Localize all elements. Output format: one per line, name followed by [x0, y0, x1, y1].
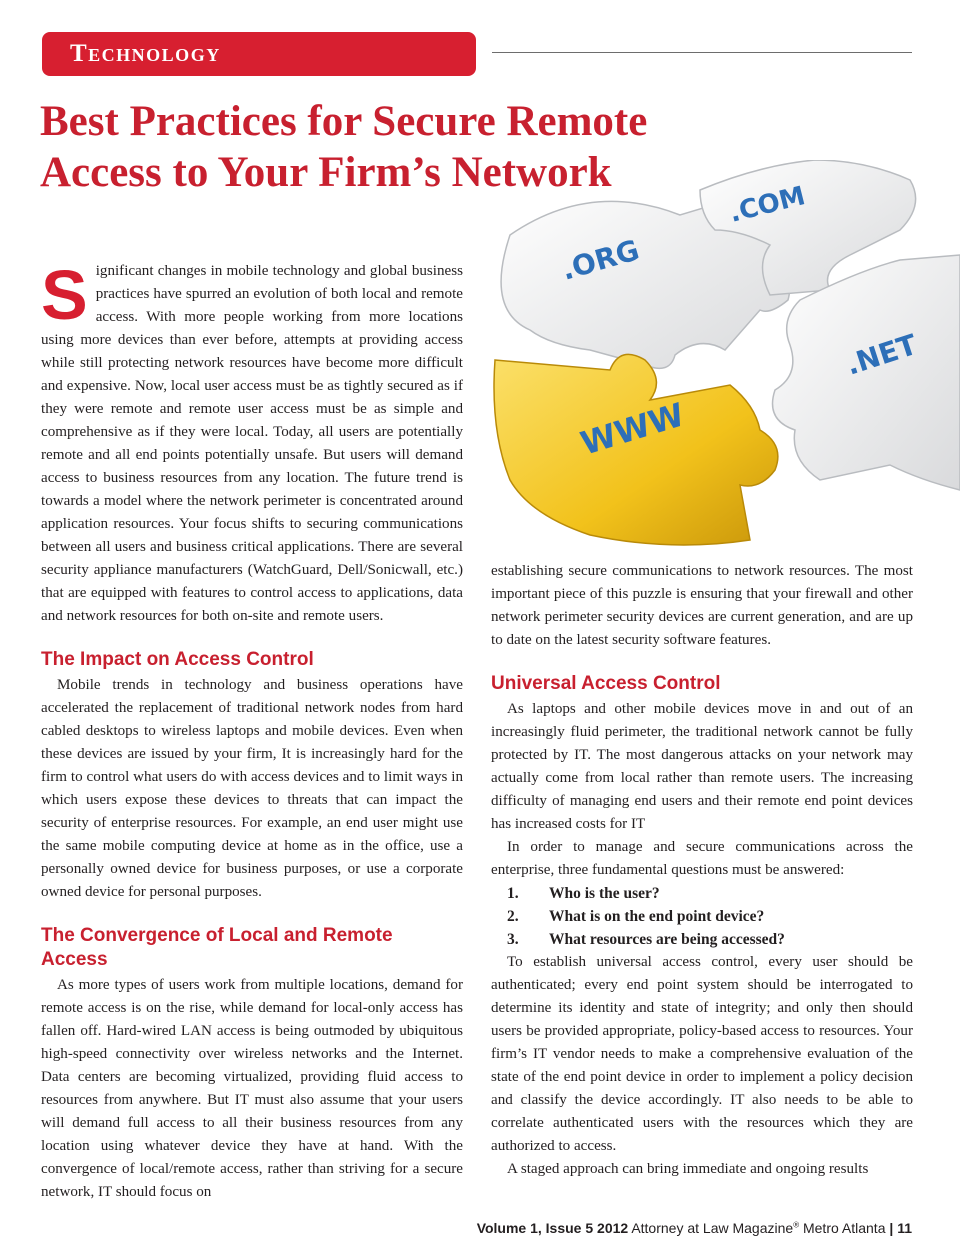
title-line-2: Access to Your Firm’s Network	[40, 149, 612, 196]
label-com: .COM	[726, 181, 809, 229]
heading-universal: Universal Access Control	[491, 673, 721, 694]
footer-issue: Volume 1, Issue 5 2012	[476, 1220, 629, 1236]
page-number: 11	[897, 1220, 912, 1236]
universal-paragraph-2: In order to manage and secure communications across the enterprise, three fundamental questions must be answered:	[491, 839, 913, 878]
page-footer	[475, 1220, 912, 1236]
impact-paragraph: Mobile trends in technology and business operations have accelerated the replacement of traditional network nodes from hard cabled desktops to wireless laptops and mobile devices. Even when these devices are issued by your firm, It is increasingly hard for the firm to control what users do with access devices and to limit ways in which users expose these devices to threats that can impact the security of enterprise resources. For example, an end user might use the same mobile computing device at home as in the office, use a personally owned device for business purposes, or use a corporate owned device for personal purposes.	[41, 677, 463, 900]
section-label: Technology	[42, 32, 476, 76]
puzzle-illustration	[470, 160, 960, 556]
intro-paragraph	[41, 256, 463, 628]
question-text: Who is the user?	[549, 885, 660, 902]
registered-mark: ®	[793, 1220, 800, 1230]
heading-convergence: The Convergence of Local and Remote Access	[41, 925, 393, 970]
left-column	[41, 256, 463, 1204]
footer-edition: Metro Atlanta	[802, 1220, 886, 1236]
questions-list	[491, 882, 913, 951]
list-item	[491, 882, 913, 905]
label-net: .NET	[841, 327, 921, 382]
label-org: .ORG	[557, 233, 643, 287]
universal-paragraph-4: A staged approach can bring immediate and ongoing results	[507, 1161, 869, 1177]
header-divider	[492, 52, 912, 53]
universal-paragraph-1: As laptops and other mobile devices move in and out of an increasingly fluid perimeter, the traditional network cannot be fully protected by IT. The most dangerous attacks on your network may actually come from local rather than remote users. The increasing difficulty of managing end users and their remote end point devices has increased costs for IT	[491, 701, 913, 832]
question-text: What resources are being accessed?	[549, 931, 785, 948]
label-www: WWW	[576, 395, 689, 463]
puzzle-piece-www	[494, 354, 778, 545]
list-item	[491, 928, 913, 951]
article-title	[40, 96, 760, 198]
title-line-1: Best Practices for Secure Remote	[40, 98, 648, 145]
right-column	[491, 560, 913, 1181]
intro-text: ignificant changes in mobile technology and global business practices have spurred an evolution of both local and remote access. With more people working from more locations using more devices than ever before, attempts at providing access while still protecting network resources have become more difficult and expensive. Now, local user access must be as tightly secured as if they were remote and remote user access must be as simple and comprehensive as if they were local. Today, all users are potentially remote and all end points potentially unsafe. But users will demand access to business resources from any location. The future trend is towards a model where the network perimeter is concentrated around application resources. Your focus shifts to securing communications between all users and business critical applications. There are several security appliance manufacturers (WatchGuard, Dell/Sonicwall, etc.) that are equipped with features to control access to applications, data and network resources for both on-site and remote users.	[41, 263, 463, 624]
convergence-paragraph: As more types of users work from multiple locations, demand for remote access is on the rise, while demand for local-only access has fallen off. Hard-wired LAN access is being outmoded by ubiquitous high-speed connectivity over wireless networks and the Internet. Data centers are becoming virtualized, providing fluid access to resources from anywhere. But IT must also assume that your users will demand full access to all their business resources from any location using whatever device they have at hand. With the convergence of local/remote access, rather than striving for a secure network, IT should focus on	[41, 977, 463, 1200]
list-item	[491, 905, 913, 928]
question-number: 2.	[507, 908, 519, 925]
heading-impact: The Impact on Access Control	[41, 649, 314, 670]
question-number: 3.	[507, 931, 519, 948]
universal-paragraph-3: To establish universal access control, every user should be authenticated; every end point system should be interrogated to determine its identity and state of integrity; and only then should users be provided appropriate, policy-based access to resources. Your firm’s IT vendor needs to make a comprehensive evaluation of the state of the end point device in order to implement a policy decision and classify the device accordingly. IT also needs to be able to correlate authenticated users with the resources which they are authorized to access.	[491, 954, 913, 1154]
footer-magazine: Attorney at Law Magazine	[631, 1220, 794, 1236]
convergence-continued: establishing secure communications to network resources. The most important piece of this puzzle is ensuring that your firewall and other network perimeter security devices are current generation, and are up to date on the latest security software features.	[491, 563, 913, 648]
question-text: What is on the end point device?	[549, 908, 765, 925]
drop-cap: S	[41, 256, 88, 334]
question-number: 1.	[507, 885, 519, 902]
footer-separator: |	[889, 1220, 894, 1236]
